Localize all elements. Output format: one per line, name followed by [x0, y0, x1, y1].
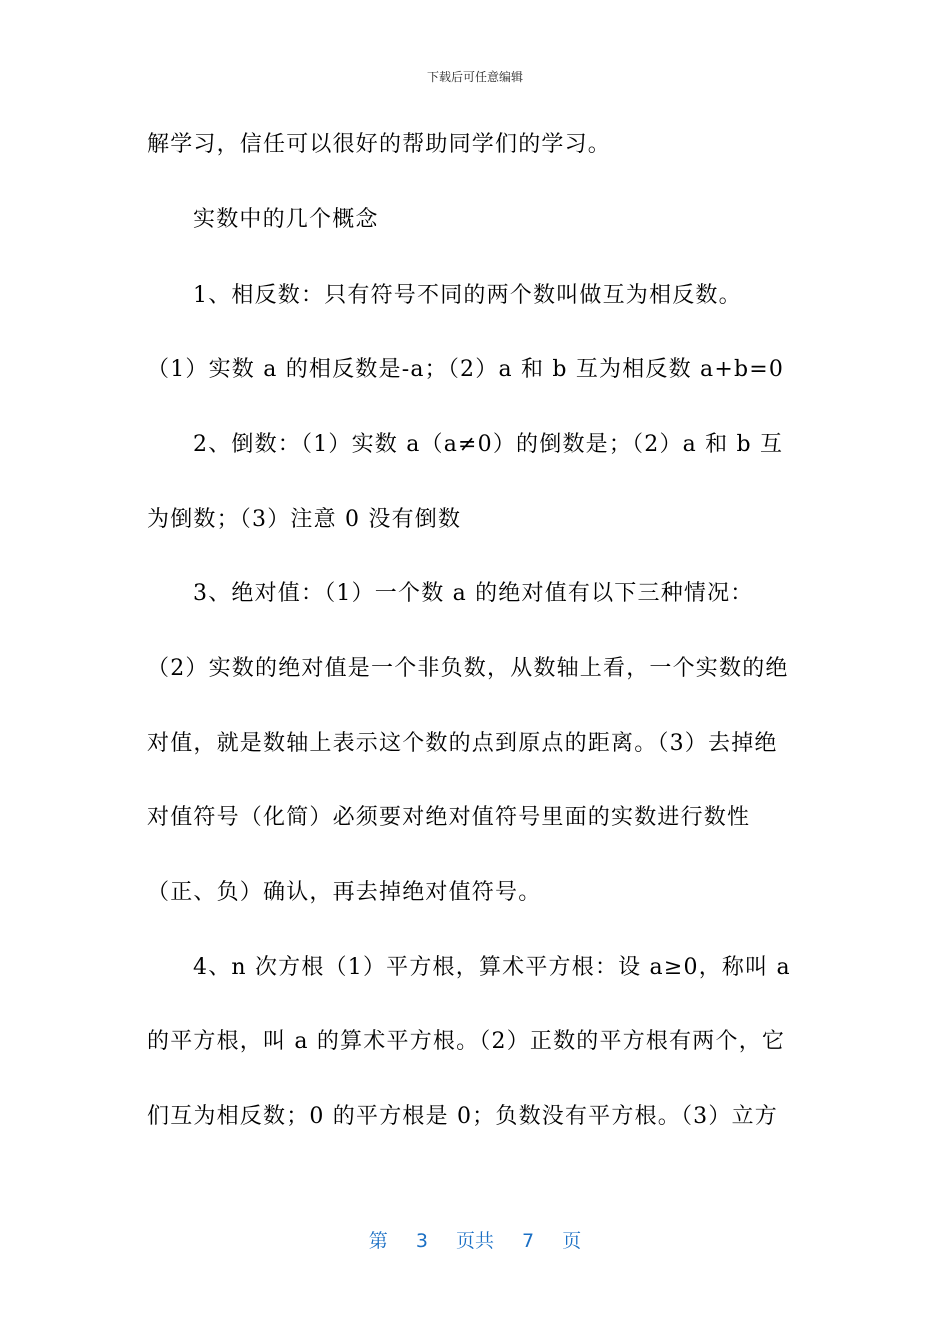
- text-line: 1、相反数：只有符号不同的两个数叫做互为相反数。: [193, 283, 742, 308]
- text-line: 们互为相反数；0 的平方根是 0；负数没有平方根。（3）立方: [147, 1104, 778, 1129]
- current-page-number: 3: [415, 1230, 428, 1252]
- text-line: 2、倒数：（1）实数 a（a≠0）的倒数是；（2）a 和 b 互: [193, 432, 784, 457]
- footer-middle: 页共: [455, 1230, 494, 1252]
- text-line: （2）实数的绝对值是一个非负数，从数轴上看，一个实数的绝: [147, 656, 789, 681]
- text-line: 解学习，信任可以很好的帮助同学们的学习。: [147, 132, 612, 157]
- text-line: （正、负）确认，再去掉绝对值符号。: [147, 880, 542, 905]
- text-line: （1）实数 a 的相反数是-a；（2）a 和 b 互为相反数 a+b=0: [147, 357, 785, 382]
- text-line: 3、绝对值：（1）一个数 a 的绝对值有以下三种情况：: [193, 581, 754, 606]
- text-line: 4、n 次方根（1）平方根，算术平方根：设 a≥0，称叫 a: [193, 955, 791, 980]
- text-line: 为倒数；（3）注意 0 没有倒数: [147, 507, 462, 532]
- footer-suffix: 页: [562, 1230, 582, 1252]
- text-line: 的平方根，叫 a 的算术平方根。（2）正数的平方根有两个，它: [147, 1029, 786, 1054]
- text-line: 对值符号（化简）必须要对绝对值符号里面的实数进行数性: [147, 805, 751, 830]
- section-heading: 实数中的几个概念: [193, 207, 379, 232]
- page-footer: [0, 1226, 950, 1253]
- page-header: 下载后可任意编辑: [426, 70, 523, 84]
- text-line: 对值，就是数轴上表示这个数的点到原点的距离。（3）去掉绝: [147, 731, 778, 756]
- footer-prefix: 第: [368, 1230, 388, 1252]
- total-page-count: 7: [522, 1230, 535, 1252]
